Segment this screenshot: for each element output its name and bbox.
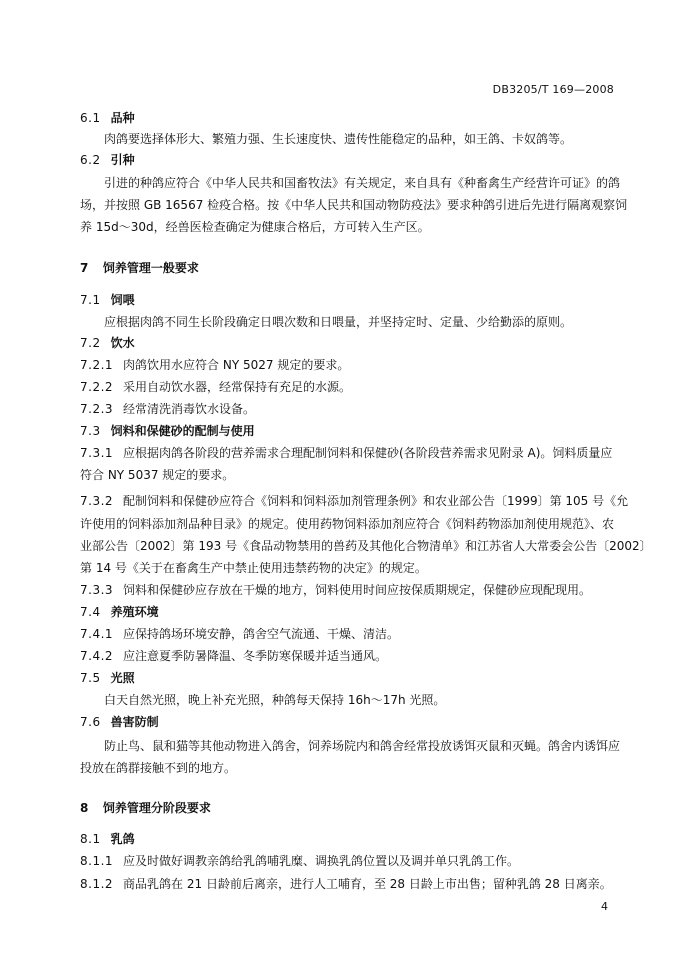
- paragraph-line: 防止鸟、鼠和猫等其他动物进入鸽舍，饲养场院内和鸽舍经常投放诱饵灭鼠和灭蝇。鸽舍内诱饵应: [104, 739, 621, 753]
- clause-text: 配制饲料和保健砂应符合《饲料和饲料添加剂管理条例》和农业部公告〔1999〕第 105 号《允: [123, 494, 629, 508]
- paragraph-line: 第 14 号《关于在畜禽生产中禁止使用违禁药物的决定》的规定。: [80, 561, 427, 575]
- section-heading-8-1: [80, 831, 600, 847]
- section-heading-7-4: [80, 604, 600, 620]
- clause-number: 7.4.2: [80, 649, 114, 663]
- clause-8-1-1: [80, 853, 600, 869]
- chapter-number: 8: [80, 801, 89, 815]
- clause-number: 7.3.1: [80, 446, 114, 460]
- clause-number: 7.3.3: [80, 583, 114, 597]
- section-number: 6.1: [80, 111, 101, 125]
- chapter-heading-7: [80, 260, 600, 276]
- clause-7-3-2: [80, 493, 629, 509]
- section-heading-7-2: [80, 335, 600, 351]
- section-heading-6-2: [80, 152, 600, 168]
- section-title: 乳鸽: [110, 832, 135, 846]
- section-number: 8.1: [80, 832, 101, 846]
- paragraph-line: 符合 NY 5037 规定的要求。: [80, 468, 235, 482]
- section-title: 饮水: [110, 336, 135, 350]
- clause-7-4-2: [80, 648, 600, 664]
- section-number: 6.2: [80, 153, 101, 167]
- clause-text: 饲料和保健砂应存放在干燥的地方，饲料使用时间应按保质期规定，保健砂应现配现用。: [123, 583, 592, 597]
- section-heading-7-3: [80, 423, 600, 439]
- paragraph-line: 肉鸽要选择体形大、繁殖力强、生长速度快、遗传性能稳定的品种，如王鸽、卡奴鸽等。: [104, 132, 573, 146]
- paragraph-line: 业部公告〔2002〕第 193 号《食品动物禁用的兽药及其他化合物清单》和江苏省人大常委会公告〔2002〕: [80, 539, 652, 553]
- clause-text: 应保持鸽场环境安静，鸽舍空气流通、干燥、清洁。: [123, 627, 400, 641]
- clause-text: 应及时做好调教亲鸽给乳鸽哺乳糜、调换乳鸽位置以及调并单只乳鸽工作。: [123, 854, 520, 868]
- clause-text: 应根据肉鸽各阶段的营养需求合理配制饲料和保健砂(各阶段营养需求见附录 A)。饲料质量应: [123, 446, 613, 460]
- paragraph-line: 投放在鸽群接触不到的地方。: [80, 761, 237, 775]
- chapter-title: 饲养管理一般要求: [102, 261, 199, 275]
- page-number: 4: [601, 900, 608, 913]
- section-number: 7.6: [80, 715, 101, 729]
- clause-number: 7.3.2: [80, 494, 114, 508]
- clause-8-1-2: [80, 876, 612, 892]
- clause-number: 8.1.1: [80, 854, 114, 868]
- chapter-number: 7: [80, 261, 89, 275]
- section-number: 7.3: [80, 424, 101, 438]
- clause-number: 7.2.3: [80, 402, 114, 416]
- section-title: 光照: [110, 671, 135, 685]
- section-title: 引种: [110, 153, 135, 167]
- section-title: 饲料和保健砂的配制与使用: [110, 424, 255, 438]
- chapter-title: 饲养管理分阶段要求: [102, 801, 211, 815]
- document-code: DB3205/T 169—2008: [492, 83, 614, 96]
- clause-number: 7.2.2: [80, 380, 114, 394]
- paragraph-line: 白天自然光照，晚上补充光照，种鸽每天保持 16h～17h 光照。: [104, 693, 446, 707]
- section-heading-7-1: [80, 292, 600, 308]
- section-heading-7-6: [80, 714, 600, 730]
- clause-text: 肉鸽饮用水应符合 NY 5027 规定的要求。: [123, 358, 350, 372]
- clause-text: 应注意夏季防暑降温、冬季防寒保暖并适当通风。: [123, 649, 388, 663]
- clause-7-2-3: [80, 401, 600, 417]
- clause-7-4-1: [80, 626, 600, 642]
- section-title: 品种: [110, 111, 135, 125]
- clause-7-3-1: [80, 445, 613, 461]
- section-number: 7.5: [80, 671, 101, 685]
- clause-number: 7.2.1: [80, 358, 114, 372]
- clause-7-2-1: [80, 357, 600, 373]
- clause-number: 8.1.2: [80, 877, 114, 891]
- section-title: 兽害防制: [110, 715, 159, 729]
- section-heading-7-5: [80, 670, 600, 686]
- clause-text: 经常清洗消毒饮水设备。: [123, 402, 256, 416]
- paragraph-line: 引进的种鸽应符合《中华人民共和国畜牧法》有关规定，来自具有《种畜禽生产经营许可证》的鸽: [104, 176, 621, 190]
- section-heading-6-1: [80, 110, 600, 126]
- clause-7-3-3: [80, 582, 600, 598]
- clause-number: 7.4.1: [80, 627, 114, 641]
- section-number: 7.4: [80, 605, 101, 619]
- section-title: 养殖环境: [110, 605, 159, 619]
- clause-7-2-2: [80, 379, 600, 395]
- clause-text: 商品乳鸽在 21 日龄前后离亲，进行人工哺育，至 28 日龄上市出售；留种乳鸽 28 日离亲。: [123, 877, 612, 891]
- section-title: 饲喂: [110, 293, 135, 307]
- paragraph-line: 许使用的饲料添加剂品种目录》的规定。使用药物饲料添加剂应符合《饲料药物添加剂使用规范》、农: [80, 517, 615, 531]
- clause-text: 采用自动饮水器，经常保持有充足的水源。: [123, 380, 352, 394]
- paragraph-line: 养 15d～30d，经兽医检查确定为健康合格后，方可转入生产区。: [80, 220, 430, 234]
- chapter-heading-8: [80, 800, 600, 816]
- paragraph-line: 场，并按照 GB 16567 检疫合格。按《中华人民共和国动物防疫法》要求种鸽引进后先进行隔离观察饲: [80, 198, 628, 212]
- section-number: 7.1: [80, 293, 101, 307]
- paragraph-line: 应根据肉鸽不同生长阶段确定日喂次数和日喂量，并坚持定时、定量、少给勤添的原则。: [104, 315, 573, 329]
- section-number: 7.2: [80, 336, 101, 350]
